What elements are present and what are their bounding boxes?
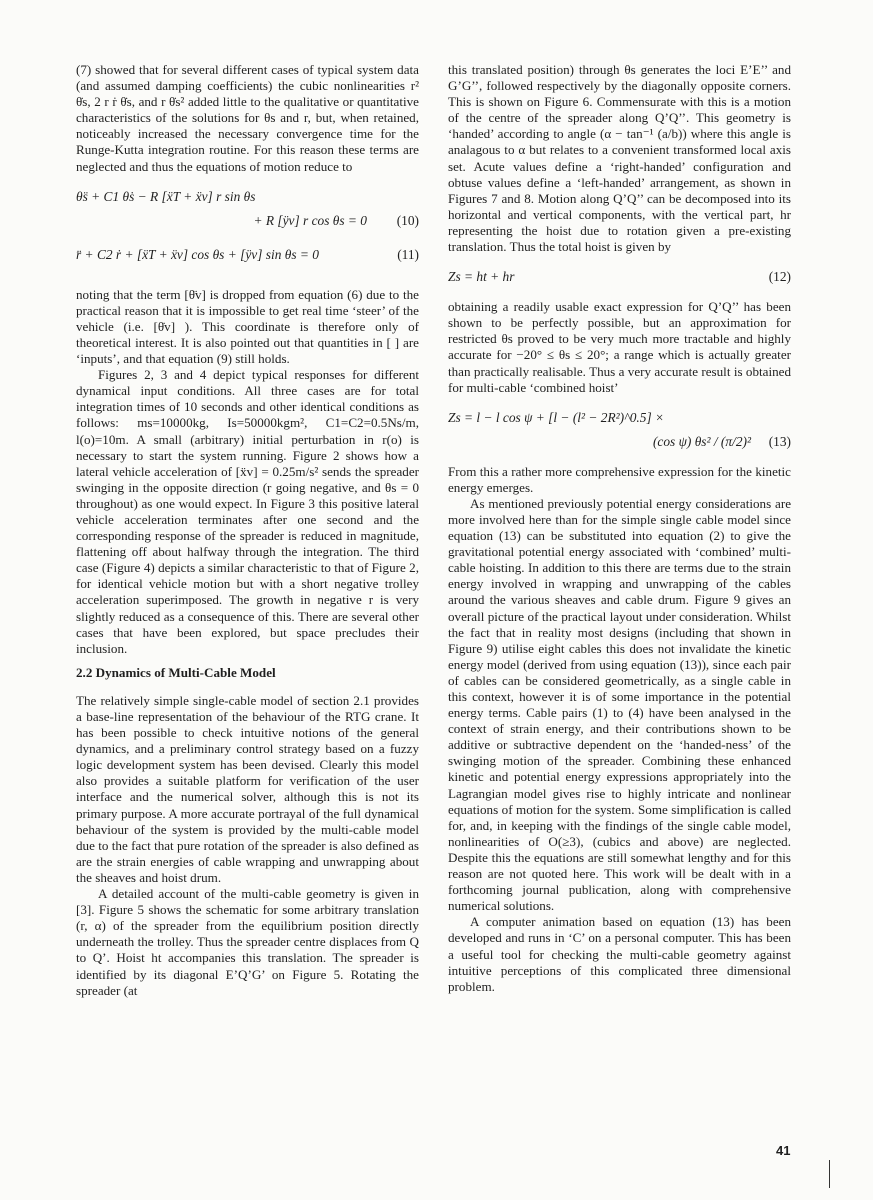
equation-number: (12) <box>768 269 791 285</box>
equation-10 <box>76 185 419 209</box>
equation-10-continued <box>76 209 419 233</box>
paragraph: From this a rather more comprehensive expression for the kinetic energy emerges. <box>448 463 791 495</box>
equation-number: (10) <box>396 212 419 228</box>
paragraph: (7) showed that for several different cases of typical system data (and assumed damping coefficients) the cubic nonlinearities r² θ̇s, 2 r ṙ θ̇s, and r θ̇s² added little to the qualitative or quantitative characteristics of the solutions for θs and r, but, when retained, noticeably increased the necessary convergence time for the Runge-Kutta integration routine. For this reason these terms are neglected and thus the equations of motion reduce to <box>76 62 419 174</box>
paragraph: As mentioned previously potential energy considerations are more involved here than for the simple single cable model since equation (13) can be substituted into equation (2) to give the gravitational potential energy associated with ‘combined’ multi-cable hoisting. In addition to this there are terms due to the strain energy involved in wrapping and unwrapping of the cables around the various sheaves and cable drum. Figure 9 gives an overall picture of the practical layout under consideration. Whilst the fact that in reality most designs (including that shown in Figure 9) utilise eight cables this does not invalidate the kinetic energy model (derived from using equation (13)), since each pair of cables can be considered geometrically, as a single cable in this context, however it is of some importance in the potential energy terms. Cable pairs (1) to (4) have been analysed in the context of strain energy, and their contributions shown to be additive or subtractive dependent on the ‘handed-ness’ of the swinging motion of the spreader. Combining these enhanced kinetic and potential energy expressions appropriately into the Lagrangian model gives rise to highly intricate and nonlinear equations of motion for the system. Some simplification is called for, and, in keeping with the findings of the single cable model, nonlinearities of O(≥3), (cubics and above) are neglected. Despite this the equations are still somewhat lengthy and for this reason are not quoted here. This work will be dealt with in a forthcoming journal publication, along with comprehensive numerical solutions. <box>448 495 791 914</box>
equation-10-line-1: θ̈s + C1 θ̇s − R [ẍT + ẍv] r sin θs <box>76 188 256 204</box>
equation-13-continued <box>448 430 791 454</box>
paragraph: The relatively simple single-cable model of section 2.1 provides a base-line representation of the behaviour of the RTG crane. It has been possible to check intuitive notions of the general dynamics, and a preliminary control strategy based on a fuzzy logic development system has been devised. Clearly this model also provides a suitable platform for verification of the user interface and the numerical solver, although this is not its primary purpose. A more accurate portrayal of the full dynamical behaviour of the system is provided by the multi-cable model due to the fact that pure rotation of the spreader is also defined as are the strain energies of cable wrapping and unwrapping about the sheaves and hoist drum. <box>76 692 419 885</box>
page-edge-mark <box>829 1160 830 1188</box>
equation-13-line-1: Zs = l − l cos ψ + [l − (l² − 2R²)^0.5] × <box>448 409 665 425</box>
paragraph: A computer animation based on equation (13) has been developed and runs in ‘C’ on a personal computer. This has been a useful tool for checking the multi-cable geometry against intuitive perceptions of this complicated three dimensional problem. <box>448 914 791 994</box>
section-heading: 2.2 Dynamics of Multi-Cable Model <box>76 664 276 680</box>
paragraph: A detailed account of the multi-cable geometry is given in [3]. Figure 5 shows the schematic for some arbitrary translation (r, α) of the spreader from the equilibrium position directly underneath the trolley. Thus the spreader centre displaces from Q to Q’. Hoist ht accompanies this translation. The spreader is identified by its diagonal E’Q’G’ on Figure 5. Rotating the spreader (at <box>76 886 419 998</box>
paragraph: this translated position) through θs generates the loci E’E’’ and G’G’’, followed respectively by the diagonally opposite corners. This is shown on Figure 6. Commensurate with this is a motion of the centre of the spreader along Q’Q’’. This geometry is ‘handed’ according to angle (α − tan⁻¹ (a/b)) where this angle is analagous to α but relates to a convenient transformed local axis set. Acute values define a ‘right-handed’ configuration and obtuse values define a ‘left-handed’ arrangement, as shown in Figures 7 and 8. Motion along Q’Q’’ can be decomposed into its horizontal and vertical components, with the vertical part, hr representing the hoist due to rotation given a pre-existing translation. Thus the total hoist is given by <box>448 62 791 255</box>
right-column <box>448 62 791 995</box>
equation-12-body: Zs = ht + hr <box>448 269 515 285</box>
equation-number: (13) <box>768 433 791 449</box>
equation-13-line-2: (cos ψ) θs² / (π/2)² <box>652 433 751 449</box>
equation-11-body: r̈ + C2 ṙ + [ẍT + ẍv] cos θs + [ÿv] sin θs = 0 <box>76 246 319 262</box>
equation-number: (11) <box>397 246 419 262</box>
paragraph: obtaining a readily usable exact expression for Q’Q’’ has been shown to be perfectly possible, but an approximation for restricted θs proved to be very much more tractable and highly accurate for −20° ≤ θs ≤ 20°; a range which is actually greater than practically realisable. Thus a very accurate result is obtained for multi-cable ‘combined hoist’ <box>448 299 791 395</box>
equation-10-line-2: + R [ÿv] r cos θs = 0 <box>253 212 367 228</box>
equation-11 <box>76 243 419 267</box>
paragraph: noting that the term [θ̈v] is dropped from equation (6) due to the practical reason that it is impossible to get real time ‘steer’ of the vehicle (i.e. [θ̇v] ). This coordinate is therefore only of theoretical interest. It is also pointed out that quantities in [ ] are ‘inputs’, and that equation (9) still holds. <box>76 286 419 367</box>
page-number: 41 <box>776 1143 791 1158</box>
equation-13 <box>448 406 791 430</box>
left-column <box>76 62 419 999</box>
paragraph: Figures 2, 3 and 4 depict typical responses for different dynamical input conditions. All three cases are for total integration times of 10 seconds and other identical conditions as follows: ms=10000kg, Is=50000kgm², C1=C2=0.5Ns/m, l(o)=10m. A small (arbitrary) initial perturbation in r(o) is necessary to start the system running. Figure 2 shows how a lateral vehicle acceleration of [ẍv] = 0.25m/s² sends the spreader swinging in the opposite direction (r going negative, and θs = 0 throughout) as one would expect. In Figure 3 this positive lateral vehicle acceleration terminates after one second and the corresponding response of the spreader is reduced in magnitude, flattening off about halfway through the integration. The third case (Figure 4) depicts a similar characteristic to that of Figure 2, for identical vehicle motion but with a short negative trolley acceleration superimposed. The growth in negative r is very slightly reduced as a consequence of this. There are several other cases that have been explored, but space precludes their inclusion. <box>76 367 419 656</box>
equation-12 <box>448 265 791 289</box>
